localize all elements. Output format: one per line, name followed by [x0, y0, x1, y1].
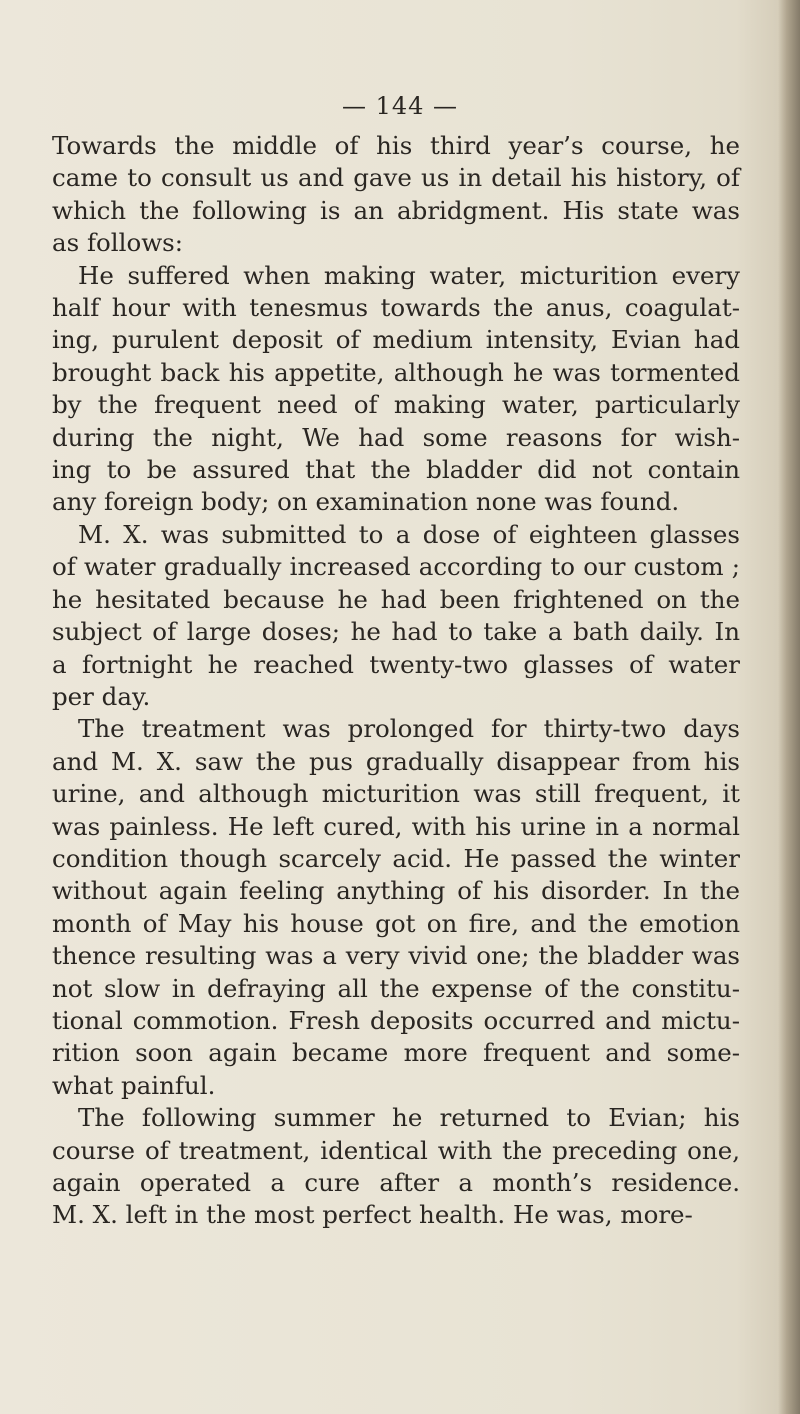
text-line: ing, purulent deposit of medium intensity, Evian had [52, 325, 740, 355]
text-line: The following summer he returned to Evian; his [78, 1103, 740, 1133]
text-line: ing to be assured that the bladder did not contain [52, 455, 740, 485]
text-line: a fortnight he reached twenty-two glasses of water [52, 649, 740, 679]
body-text [52, 130, 740, 1232]
text-line: what painful. [52, 1070, 216, 1100]
text-line: month of May his house got on fire, and the emotion [52, 908, 740, 938]
page-number: — 144 — [341, 92, 459, 120]
text-line: of water gradually increased according to our custom ; [52, 552, 740, 582]
text-line: he hesitated because he had been frightened on the [52, 584, 740, 614]
text-line: as follows: [52, 228, 184, 258]
text-line: during the night, We had some reasons for wish- [52, 422, 740, 452]
text-line: subject of large doses; he had to take a bath daily. In [52, 617, 740, 647]
paragraph [52, 713, 740, 1102]
text-line: again operated a cure after a month’s residence. [52, 1168, 740, 1197]
text-line: condition though scarcely acid. He passed the winter [52, 843, 740, 873]
text-line: thence resulting was a very vivid one; the bladder was [52, 941, 740, 971]
text-line: tional commotion. Fresh deposits occurred and mictu- [52, 1005, 740, 1035]
text-line: and M. X. saw the pus gradually disappear from his [52, 746, 740, 776]
text-line: rition soon again became more frequent and some- [52, 1038, 740, 1068]
paragraph [52, 1102, 740, 1232]
text-line: M. X. left in the most perfect health. He was, more- [52, 1200, 693, 1230]
text-line: course of treatment, identical with the preceding one, [52, 1135, 740, 1165]
paragraph [52, 519, 740, 713]
text-line: not slow in defraying all the expense of the constitu- [52, 973, 740, 1003]
text-line: came to consult us and gave us in detail his history, of [52, 163, 740, 193]
text-line: half hour with tenesmus towards the anus, coagulat- [52, 293, 740, 323]
text-line: any foreign body; on examination none was found. [52, 487, 680, 517]
text-line: by the frequent need of making water, particularly [52, 390, 740, 420]
text-line: was painless. He left cured, with his urine in a normal [52, 811, 740, 841]
text-line: brought back his appetite, although he was tormented [52, 357, 740, 387]
text-line: He suffered when making water, micturition every [78, 260, 740, 290]
text-line: The treatment was prolonged for thirty-two days [78, 714, 740, 744]
text-line: urine, and although micturition was still frequent, it [52, 779, 740, 809]
paragraph [52, 260, 740, 519]
text-line: which the following is an abridgment. His state was [52, 195, 740, 225]
text-line: per day. [52, 681, 151, 711]
text-line: Towards the middle of his third year’s course, he [52, 131, 740, 160]
text-line: without again feeling anything of his disorder. In the [52, 876, 740, 906]
text-line: M. X. was submitted to a dose of eighteen glasses [78, 519, 740, 549]
page-edge-shadow [778, 0, 800, 1414]
paragraph [52, 130, 740, 260]
